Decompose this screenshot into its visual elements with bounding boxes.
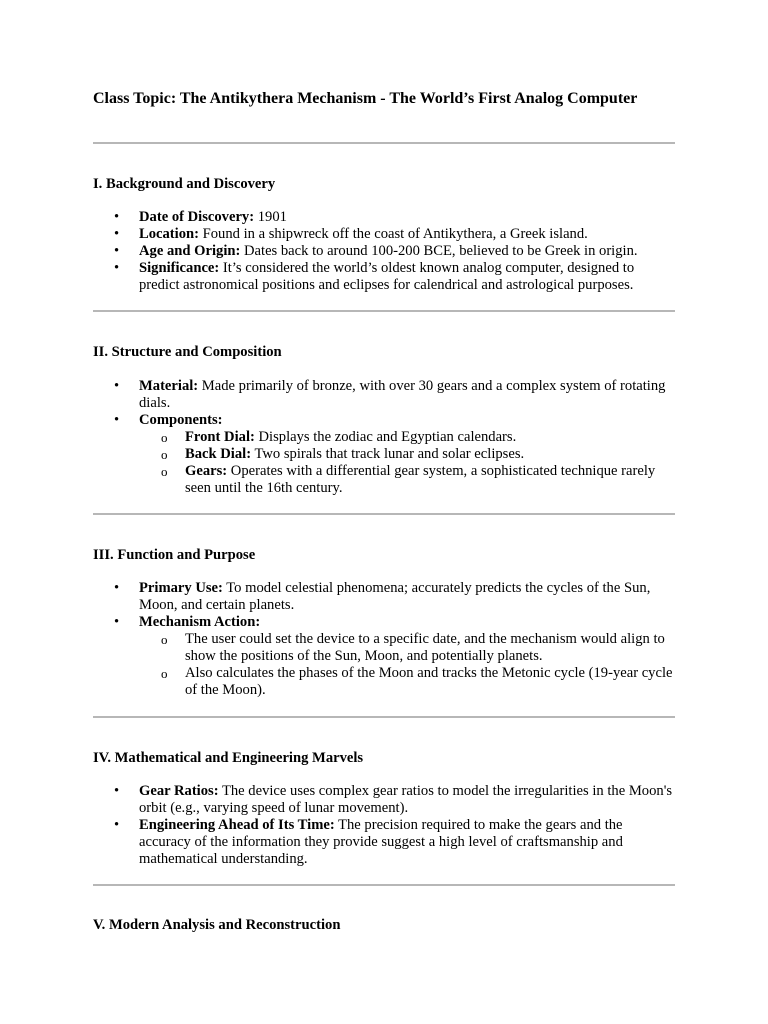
- divider: [93, 884, 675, 886]
- divider: [93, 310, 675, 312]
- section-heading-marvels: IV. Mathematical and Engineering Marvels: [93, 750, 364, 766]
- divider: [93, 513, 675, 515]
- list-item: • Components: o Front Dial: Displays the zodiac and Egyptian calendars. o Back Dial: Two spirals that track lunar and solar eclipses. o Gears: Operates with a differential gear system, a sophisticated technique rarely seen until the 16th century.: [93, 412, 675, 497]
- list-item: • Date of Discovery: 1901: [93, 209, 675, 226]
- divider: [93, 142, 675, 144]
- list-item: • Gear Ratios: The device uses complex gear ratios to model the irregularities in the Moon's orbit (e.g., varying speed of lunar movement).: [93, 783, 675, 817]
- sublist-mechanism-action: [139, 631, 675, 699]
- page-title: Class Topic: The Antikythera Mechanism - The World’s First Analog Computer: [93, 90, 638, 107]
- sublist-item: o Also calculates the phases of the Moon and tracks the Metonic cycle (19-year cycle of the Moon).: [139, 665, 675, 699]
- list-item: • Age and Origin: Dates back to around 100-200 BCE, believed to be Greek in origin.: [93, 243, 675, 260]
- section-heading-function: III. Function and Purpose: [93, 547, 256, 563]
- sublist-item: o Gears: Operates with a differential gear system, a sophisticated technique rarely seen until the 16th century.: [139, 463, 675, 497]
- list-item: • Material: Made primarily of bronze, with over 30 gears and a complex system of rotating dials.: [93, 378, 675, 412]
- section-heading-modern-analysis: V. Modern Analysis and Reconstruction: [93, 917, 341, 933]
- list-item: • Engineering Ahead of Its Time: The precision required to make the gears and the accuracy of the information they provide suggest a high level of craftsmanship and mathematical understanding.: [93, 817, 675, 868]
- list-background: [93, 209, 675, 294]
- section-heading-background: I. Background and Discovery: [93, 176, 276, 192]
- list-function: [93, 580, 675, 699]
- divider: [93, 716, 675, 718]
- sublist-item: o Back Dial: Two spirals that track lunar and solar eclipses.: [139, 446, 675, 463]
- sublist-item: o Front Dial: Displays the zodiac and Egyptian calendars.: [139, 429, 675, 446]
- sublist-item: o The user could set the device to a specific date, and the mechanism would align to show the positions of the Sun, Moon, and potentially planets.: [139, 631, 675, 665]
- sublist-components: [139, 429, 675, 497]
- list-item: • Primary Use: To model celestial phenomena; accurately predicts the cycles of the Sun, Moon, and certain planets.: [93, 580, 675, 614]
- list-item: • Significance: It’s considered the world’s oldest known analog computer, designed to predict astronomical positions and eclipses for calendrical and astrological purposes.: [93, 260, 675, 294]
- list-item: • Mechanism Action: o The user could set the device to a specific date, and the mechanism would align to show the positions of the Sun, Moon, and potentially planets. o Also calculates the phases of the Moon and tracks the Metonic cycle (19-year cycle of the Moon).: [93, 614, 675, 699]
- list-item: • Location: Found in a shipwreck off the coast of Antikythera, a Greek island.: [93, 226, 675, 243]
- list-marvels: [93, 783, 675, 868]
- section-heading-structure: II. Structure and Composition: [93, 344, 282, 360]
- list-structure: [93, 378, 675, 497]
